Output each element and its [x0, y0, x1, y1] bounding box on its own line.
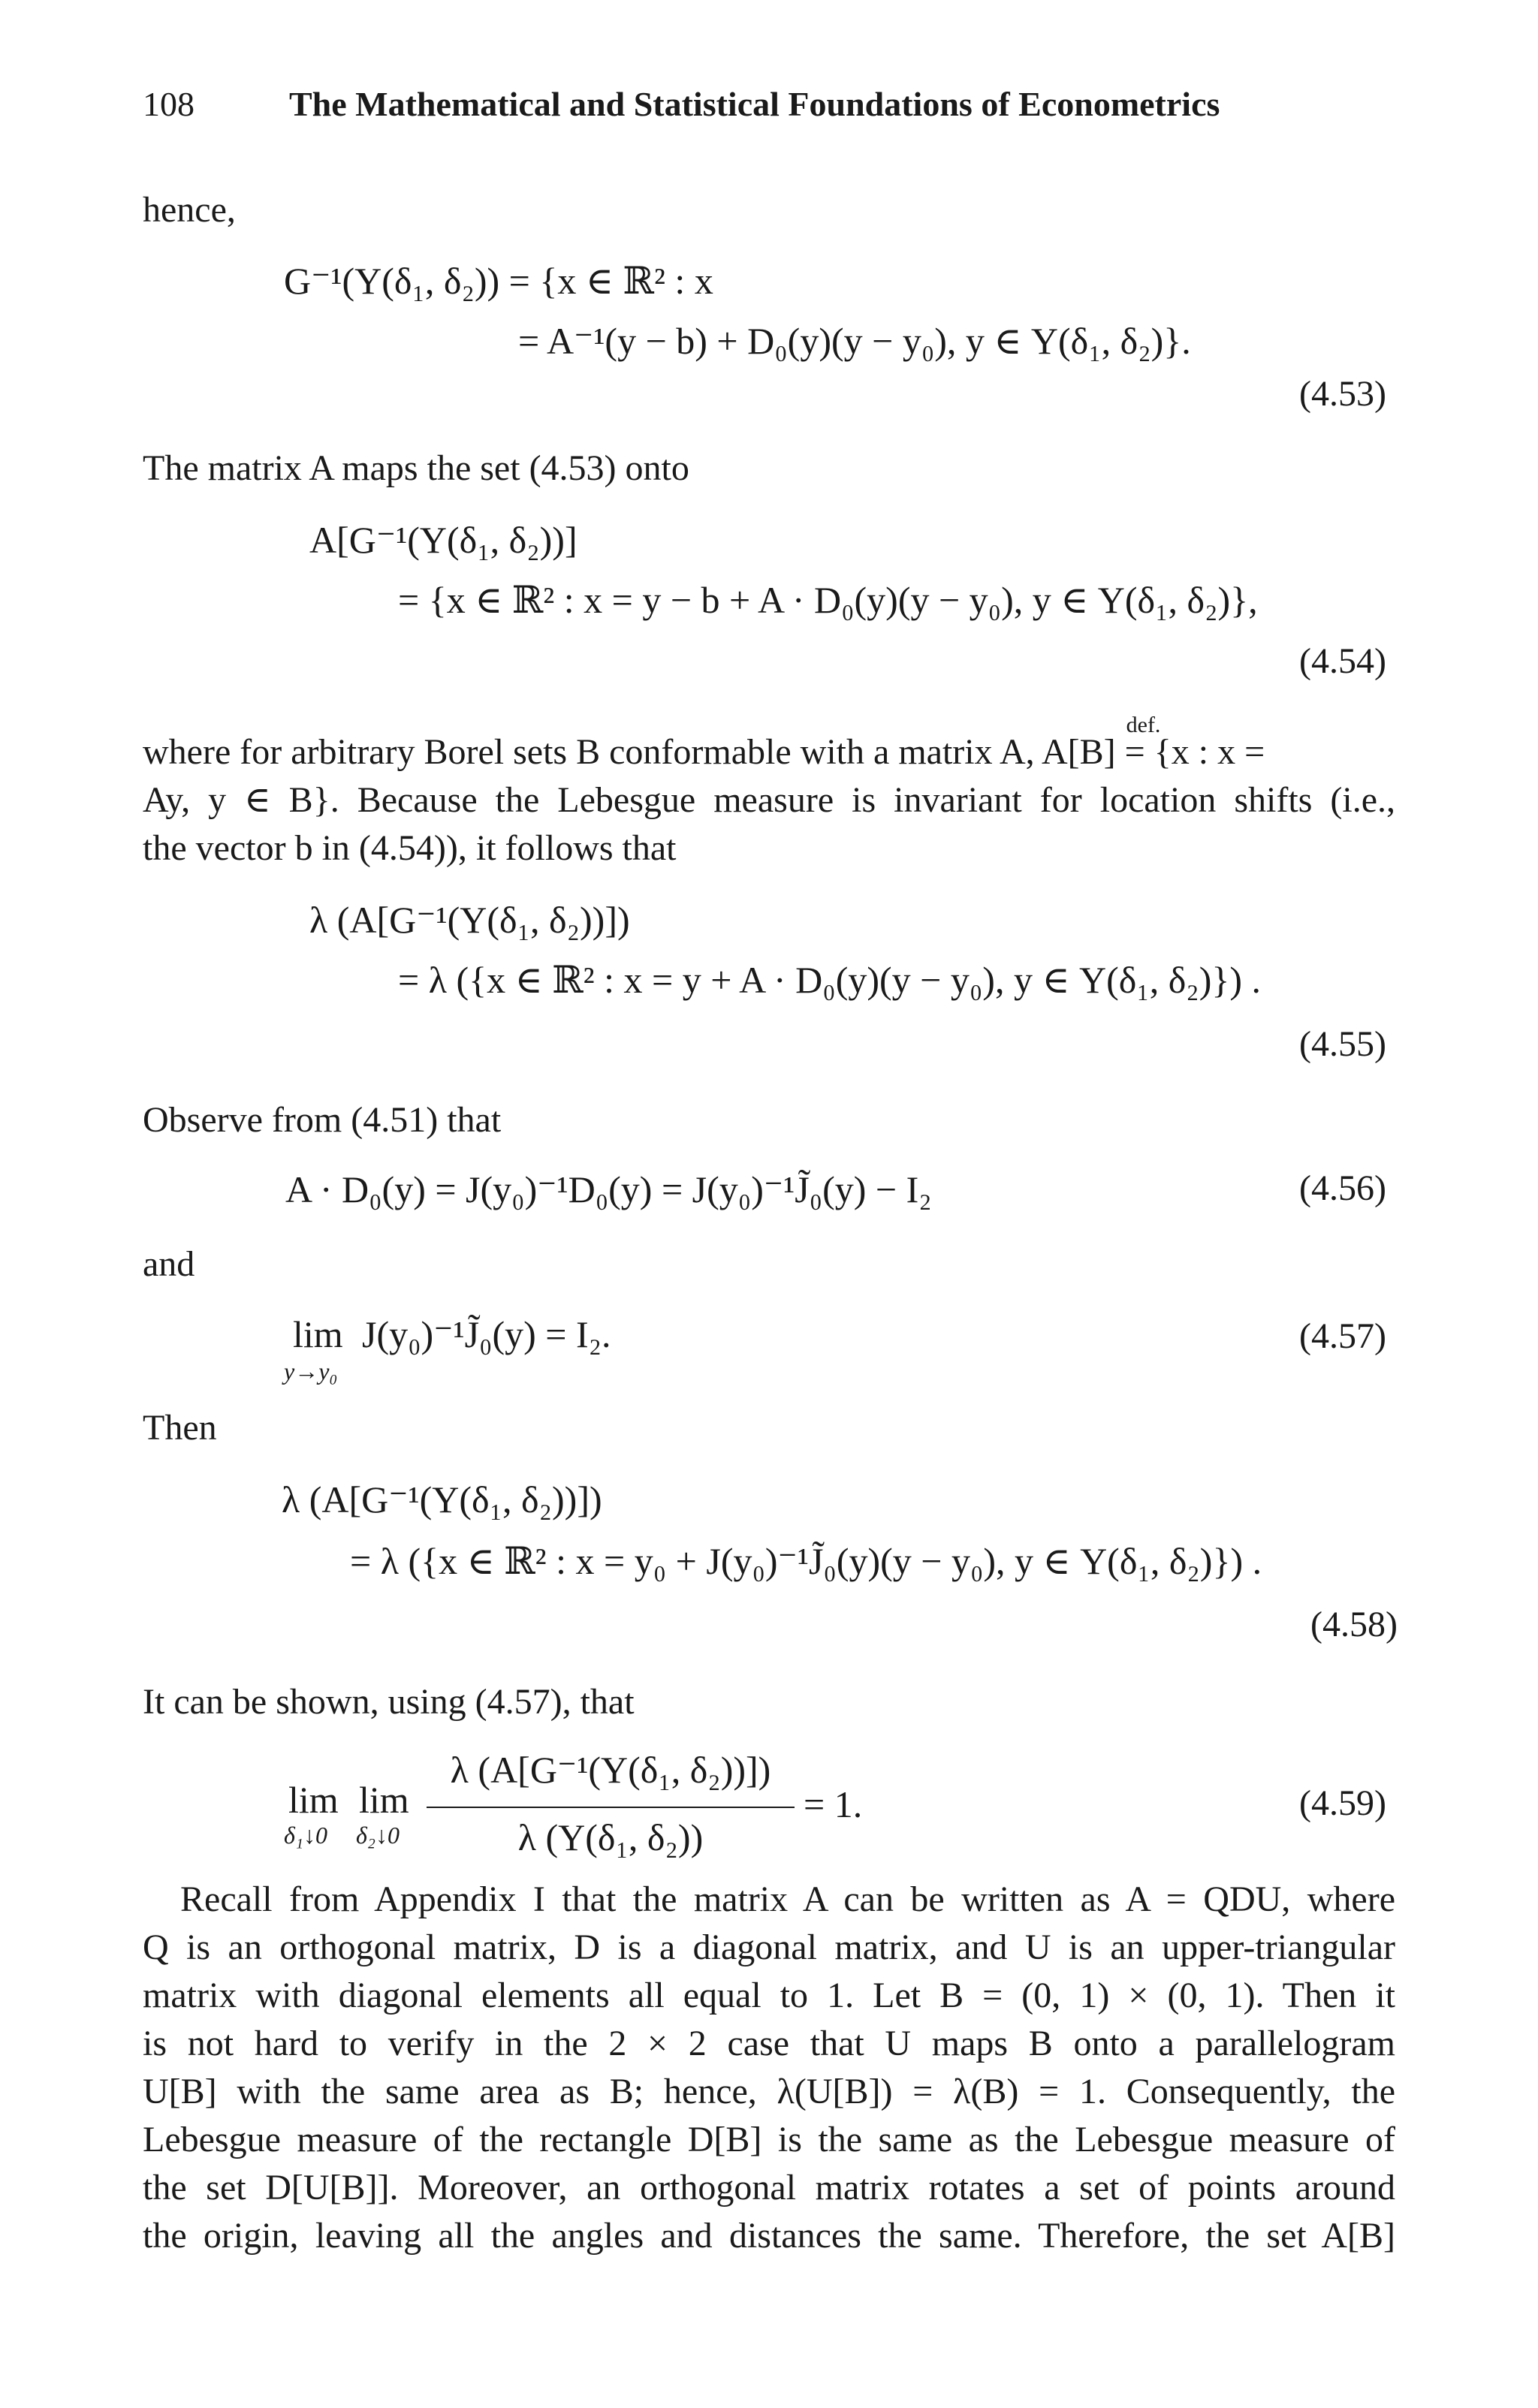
eq-number-4-54: (4.54) [1299, 641, 1386, 681]
borel-line-1-start: where for arbitrary Borel sets B conformable with a matrix A, A[B] [143, 732, 1116, 772]
recall-line-3: matrix with diagonal elements all equal to 1. Let B = (0, 1) × (0, 1). Then it [143, 1976, 1395, 2015]
borel-line-3: the vector b in (4.54)), it follows that [143, 828, 677, 868]
eq-4-59-lim-1: lim [288, 1779, 339, 1821]
eq-4-55-line-1: λ (A[G⁻¹(Υ(δ₁, δ₂))]) [309, 899, 630, 941]
eq-number-4-58: (4.58) [1310, 1605, 1398, 1644]
eq-number-4-53: (4.53) [1299, 374, 1386, 414]
borel-line-1 [143, 713, 1265, 776]
eq-4-57-lim: lim [293, 1313, 343, 1355]
eq-4-59-lim-2-subscript: δ₂↓0 [356, 1822, 400, 1849]
def-label: def. [1126, 713, 1161, 737]
recall-line-6: Lebesgue measure of the rectangle D[B] is the same as the Lebesgue measure of [143, 2120, 1395, 2159]
text-it-can-be-shown: It can be shown, using (4.57), that [143, 1682, 635, 1722]
def-equals [1124, 713, 1265, 776]
eq-4-58-line-2: = λ ({x ∈ ℝ² : x = y₀ + J(y₀)⁻¹J̃₀(y)(y − y₀), y ∈ Υ(δ₁, δ₂)}) . [350, 1540, 1262, 1582]
text-and: and [143, 1244, 195, 1284]
eq-4-54-line-2: = {x ∈ ℝ² : x = y − b + A · D₀(y)(y − y₀), y ∈ Υ(δ₁, δ₂)}, [398, 579, 1258, 621]
eq-4-59-rhs: = 1. [804, 1783, 863, 1825]
recall-line-4: is not hard to verify in the 2 × 2 case that U maps B onto a parallelogram [143, 2024, 1395, 2063]
text-observe: Observe from (4.51) that [143, 1100, 502, 1140]
page-number: 108 [143, 85, 195, 123]
eq-number-4-55: (4.55) [1299, 1024, 1386, 1064]
eq-number-4-59: (4.59) [1299, 1783, 1386, 1823]
recall-line-2: Q is an orthogonal matrix, D is a diagonal matrix, and U is an upper-triangular [143, 1927, 1395, 1967]
eq-4-54-line-1: A[G⁻¹(Υ(δ₁, δ₂))] [309, 519, 578, 561]
eq-4-59-lim-2: lim [359, 1779, 409, 1821]
recall-line-7: the set D[U[B]]. Moreover, an orthogonal matrix rotates a set of points around [143, 2168, 1395, 2208]
recall-line-5: U[B] with the same area as B; hence, λ(U[B]) = λ(B) = 1. Consequently, the [143, 2072, 1395, 2111]
eq-4-59-fraction-bar [427, 1807, 795, 1808]
eq-4-59-denominator: λ (Υ(δ₁, δ₂)) [517, 1816, 704, 1858]
eq-4-59-numerator: λ (A[G⁻¹(Υ(δ₁, δ₂))]) [450, 1749, 771, 1791]
eq-4-57-body: J(y₀)⁻¹J̃₀(y) = I₂. [362, 1313, 611, 1355]
eq-4-59-lim-1-subscript: δ₁↓0 [284, 1822, 327, 1849]
eq-4-56: A · D₀(y) = J(y₀)⁻¹D₀(y) = J(y₀)⁻¹J̃₀(y) − I₂ [285, 1168, 932, 1210]
recall-line-1: Recall from Appendix I that the matrix A can be written as A = QDU, where [180, 1879, 1395, 1919]
running-title: The Mathematical and Statistical Foundations of Econometrics [289, 85, 1220, 123]
borel-line-1-end: = {x : x = [1124, 732, 1265, 772]
borel-line-2: Ay, y ∈ B}. Because the Lebesgue measure is invariant for location shifts (i.e., [143, 780, 1395, 820]
eq-4-55-line-2: = λ ({x ∈ ℝ² : x = y + A · D₀(y)(y − y₀), y ∈ Υ(δ₁, δ₂)}) . [398, 959, 1261, 1001]
eq-number-4-57: (4.57) [1299, 1316, 1386, 1356]
text-hence: hence, [143, 190, 236, 230]
eq-4-58-line-1: λ (A[G⁻¹(Υ(δ₁, δ₂))]) [282, 1478, 602, 1520]
text-then: Then [143, 1408, 217, 1448]
text-matrix-maps: The matrix A maps the set (4.53) onto [143, 448, 689, 488]
eq-4-53-line-2: = A⁻¹(y − b) + D₀(y)(y − y₀), y ∈ Υ(δ₁, δ₂)}. [518, 320, 1191, 362]
eq-number-4-56: (4.56) [1299, 1168, 1386, 1208]
eq-4-53-line-1: G⁻¹(Υ(δ₁, δ₂)) = {x ∈ ℝ² : x [284, 260, 713, 302]
recall-line-8: the origin, leaving all the angles and distances the same. Therefore, the set A[B] [143, 2216, 1395, 2256]
eq-4-57-lim-subscript: y→y₀ [284, 1358, 338, 1385]
